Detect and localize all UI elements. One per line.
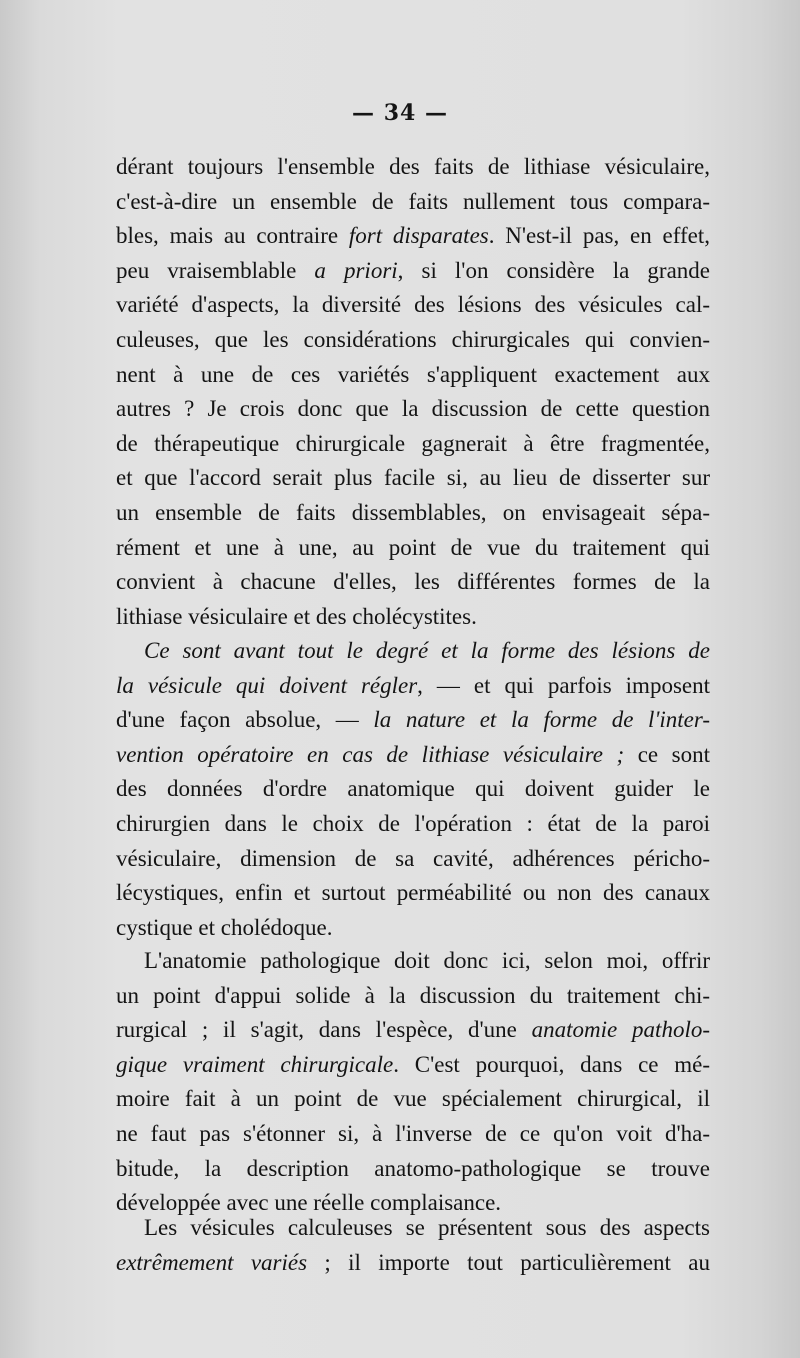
text-line: peu vraisemblable a priori, si l'on considère la grande — [116, 257, 710, 283]
text-line: rément et une à une, au point de vue du traitement qui — [116, 534, 710, 560]
text-line: d'une façon absolue, — la nature et la forme de l'inter- — [116, 707, 710, 733]
text-line: Les vésicules calculeuses se présentent sous des aspects — [144, 1215, 710, 1240]
text-line: un point d'appui solide à la discussion du traitement chi- — [116, 982, 710, 1008]
text-line: lécystiques, enfin et surtout perméabilité ou non des canaux — [116, 880, 710, 906]
text-line: un ensemble de faits dissemblables, on envisageait sépa- — [116, 499, 710, 525]
text-line: dérant toujours l'ensemble des faits de lithiase vésiculaire, — [116, 154, 710, 179]
text-line: ne faut pas s'étonner si, à l'inverse de ce qu'on voit d'ha- — [116, 1120, 710, 1146]
text-line: gique vraiment chirurgicale. C'est pourquoi, dans ce mé- — [116, 1051, 711, 1077]
paragraph-4 — [116, 1211, 710, 1280]
italic-text: la nature et la forme de l'inter- — [373, 707, 710, 733]
text-line: bitude, la description anatomo-pathologique se trouve — [116, 1155, 710, 1181]
text-line: la vésicule qui doivent régler, — et qui parfois imposent — [116, 672, 710, 698]
text-line: des données d'ordre anatomique qui doivent guider le — [116, 776, 710, 802]
text-line: variété d'aspects, la diversité des lésions des vésicules cal- — [116, 292, 710, 318]
italic-text: Ce sont avant tout le degré et la forme des lésions de — [144, 638, 710, 663]
text-line: chirurgien dans le choix de l'opération : état de la paroi — [116, 810, 710, 836]
italic-text: gique vraiment chirurgicale — [116, 1051, 394, 1077]
italic-text: vention opératoire en cas de lithiase vésiculaire ; — [116, 741, 625, 767]
text-line — [116, 634, 710, 669]
text-line: L'anatomie pathologique doit donc ici, selon moi, offrir — [144, 948, 710, 973]
text-line: de thérapeutique chirurgicale gagnerait à être fragmentée, — [116, 430, 710, 456]
text-line: convient à chacune d'elles, les différentes formes de la — [116, 569, 710, 595]
text-line: vention opératoire en cas de lithiase vésiculaire ; ce sont — [116, 741, 710, 767]
text-line: vésiculaire, dimension de sa cavité, adhérences péricho- — [116, 845, 710, 871]
paragraph-3 — [116, 944, 710, 1221]
italic-text: fort disparates — [348, 223, 489, 249]
text-line: c'est-à-dire un ensemble de faits nullement tous compara- — [116, 188, 710, 214]
text-line: extrêmement variés ; il importe tout particulièrement au — [116, 1249, 710, 1275]
italic-text: a priori — [314, 257, 398, 283]
italic-text: anatomie patholo- — [531, 1017, 710, 1043]
text-line: nent à une de ces variétés s'appliquent exactement aux — [116, 361, 710, 387]
text-line: rurgical ; il s'agit, dans l'espèce, d'une anatomie patholo- — [116, 1017, 710, 1043]
text-line: moire fait à un point de vue spécialement chirurgical, il — [116, 1086, 710, 1112]
italic-text: la vésicule qui doivent régler — [116, 672, 418, 698]
text-line: développée avec une réelle complaisance. — [116, 1190, 502, 1216]
paragraph-1 — [116, 150, 710, 634]
text-line: cystique et cholédoque. — [116, 914, 333, 940]
text-line: culeuses, que les considérations chirurgicales qui convien- — [116, 326, 710, 352]
text-line: lithiase vésiculaire et des cholécystites. — [116, 603, 477, 629]
page-number: — 34 — — [352, 100, 448, 126]
text-line: autres ? Je crois donc que la discussion de cette question — [116, 396, 710, 422]
text-line: et que l'accord serait plus facile si, au lieu de disserter sur — [116, 465, 710, 491]
italic-text: extrêmement variés — [116, 1249, 308, 1275]
paragraph-2 — [116, 634, 710, 945]
text-line: bles, mais au contraire fort disparates. N'est-il pas, en effet, — [116, 223, 710, 249]
